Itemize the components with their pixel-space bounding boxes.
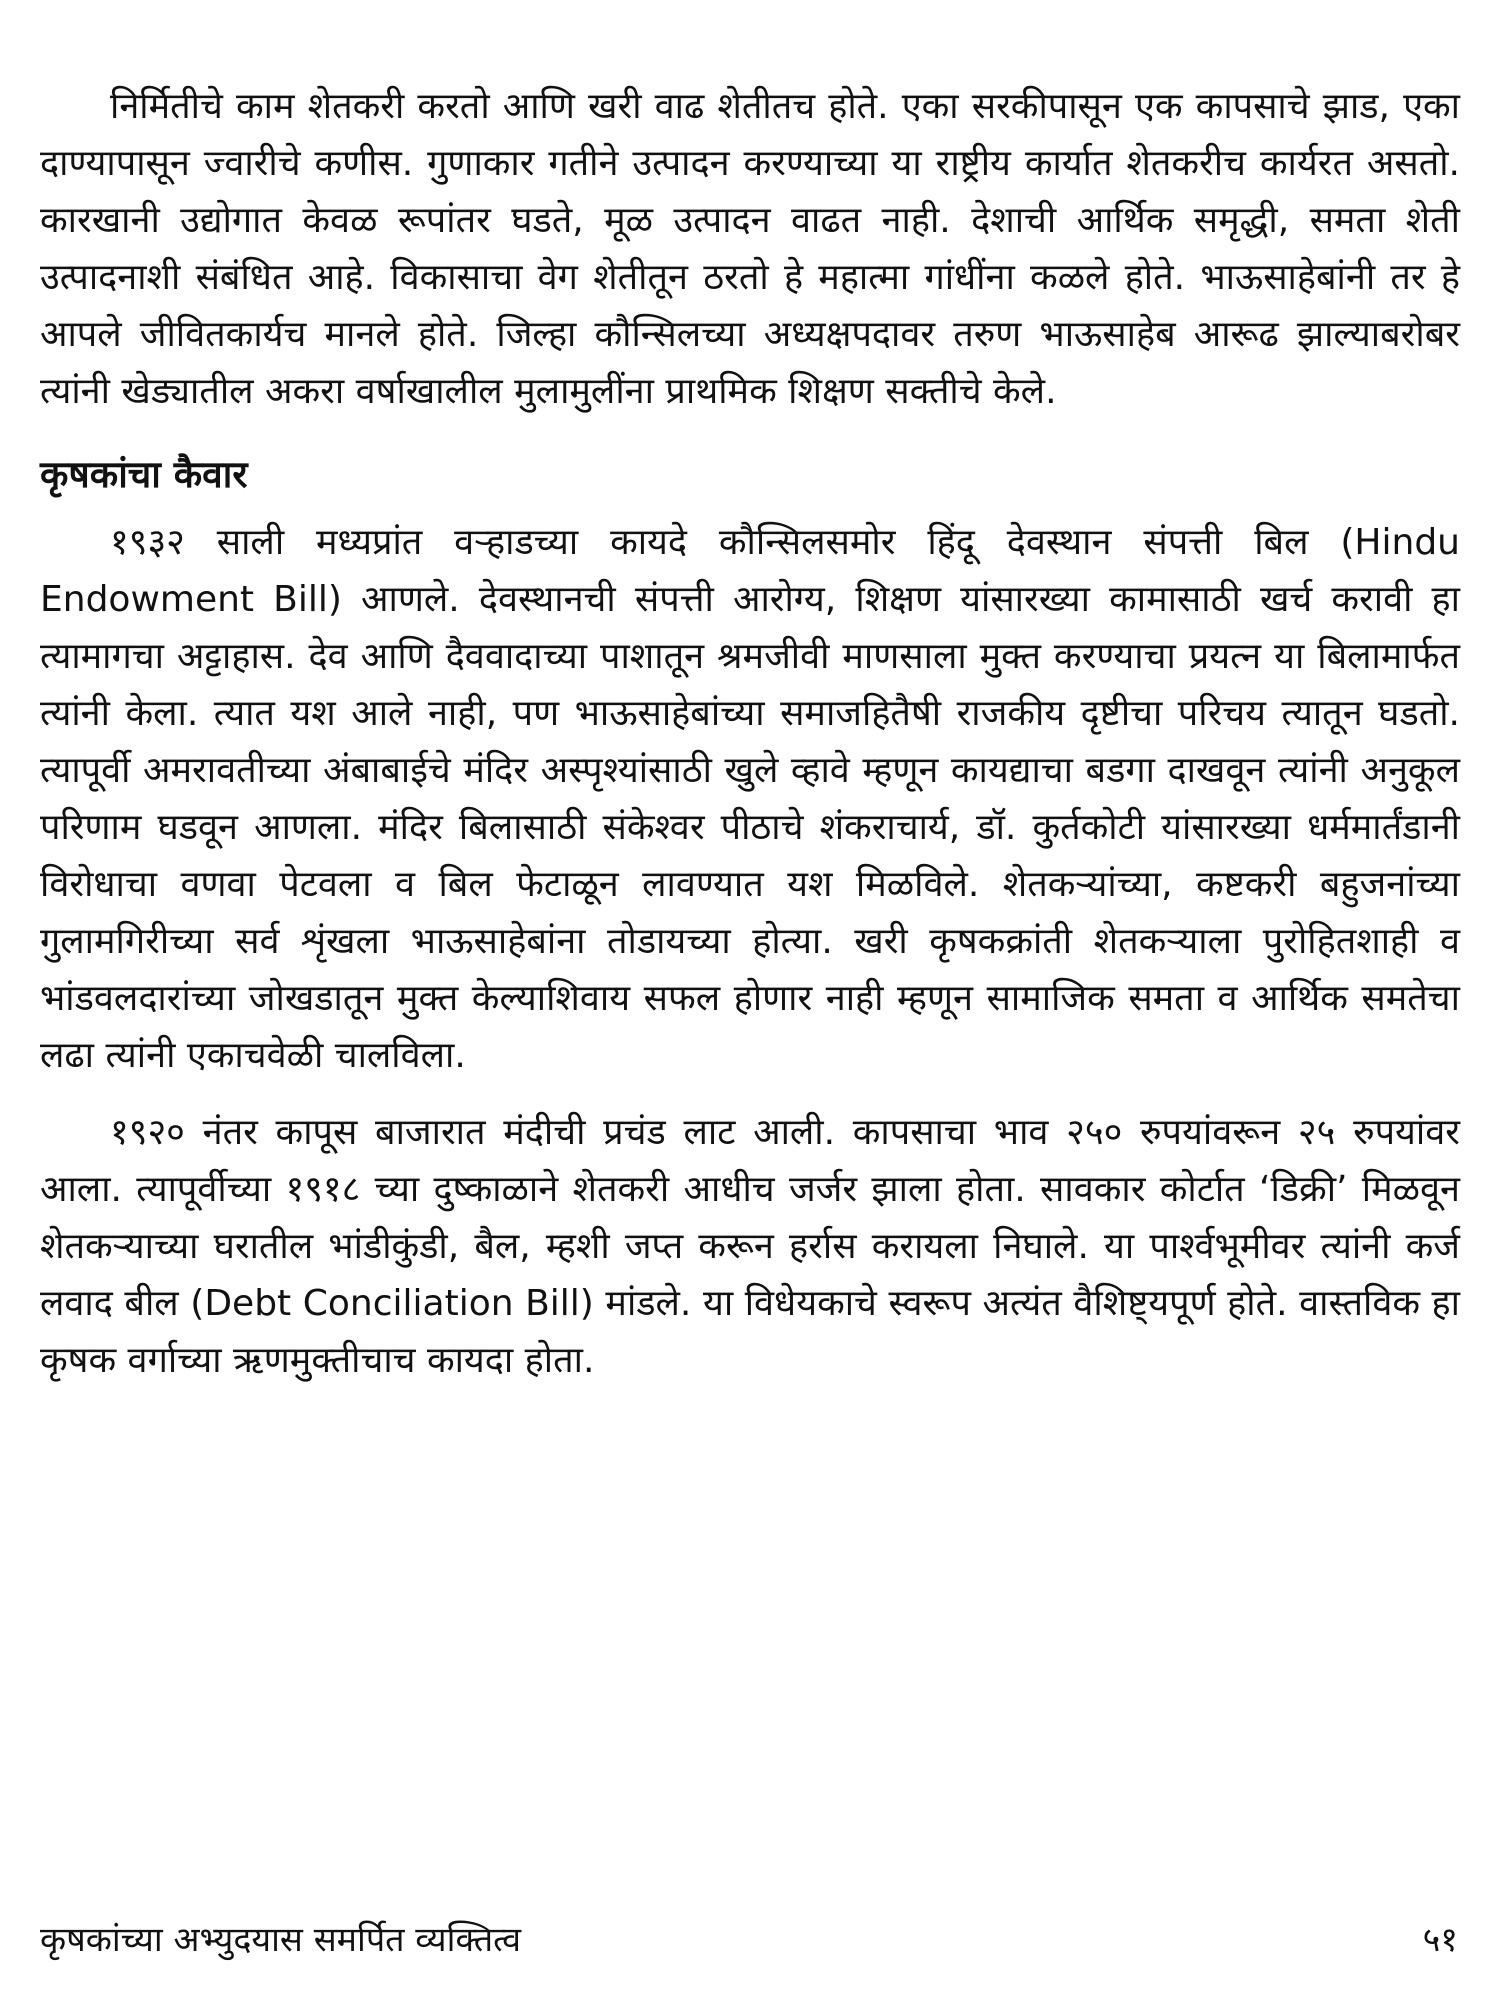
page-footer bbox=[40, 1918, 1458, 1962]
running-footer-title: कृषकांच्या अभ्युदयास समर्पित व्यक्तित्व bbox=[40, 1920, 521, 1960]
paragraph-debt-conciliation-bill: १९२० नंतर कापूस बाजारात मंदीची प्रचंड लाट आली. कापसाचा भाव २५० रुपयांवरून २५ रुपयांवर आला. त्यापूर्वीच्या १९१८ च्या दुष्काळाने शेतकरी आधीच जर्जर झाला होता. सावकार कोर्टात ‘डिक्री’ मिळवून शेतकऱ्याच्या घरातील भांडीकुंडी, बैल, म्हशी जप्त करून हर्रास करायला निघाले. या पार्श्वभूमीवर त्यांनी कर्ज लवाद बील (Debt Conciliation Bill) मांडले. या विधेयकाचे स्वरूप अत्यंत वैशिष्ट्यपूर्ण होते. वास्तविक हा कृषक वर्गाच्या ऋणमुक्तीचाच कायदा होता. bbox=[40, 1112, 1460, 1381]
paragraph-gap bbox=[40, 1084, 1460, 1104]
page-number: ५१ bbox=[1422, 1920, 1458, 1960]
section-heading: कृषकांचा कैवार bbox=[40, 453, 248, 496]
paragraph-hindu-endowment-bill: १९३२ साली मध्यप्रांत वऱ्हाडच्या कायदे कौन्सिलसमोर हिंदू देवस्थान संपत्ती बिल (Hindu Endowment Bill) आणले. देवस्थानची संपत्ती आरोग्य, शिक्षण यांसारख्या कामासाठी खर्च करावी हा त्यामागचा अट्टाहास. देव आणि दैववादाच्या पाशातून श्रमजीवी माणसाला मुक्त करण्याचा प्रयत्न या बिलामार्फत त्यांनी केला. त्यात यश आले नाही, पण भाऊसाहेबांच्या समाजहितैषी राजकीय दृष्टीचा परिचय त्यातून घडतो. त्यापूर्वी अमरावतीच्या अंबाबाईचे मंदिर अस्पृश्यांसाठी खुले व्हावे म्हणून कायद्याचा बडगा दाखवून त्यांनी अनुकूल परिणाम घडवून आणला. मंदिर बिलासाठी संकेश्वर पीठाचे शंकराचार्य, डॉ. कुर्तकोटी यांसारख्या धर्ममार्तंडानी विरोधाचा वणवा पेटवला व बिल फेटाळून लावण्यात यश मिळविले. शेतकऱ्यांच्या, कष्टकरी बहुजनांच्या गुलामगिरीच्या सर्व शृंखला भाऊसाहेबांना तोडायच्या होत्या. खरी कृषकक्रांती शेतकऱ्याला पुरोहितशाही व भांडवलदारांच्या जोखडातून मुक्त केल्याशिवाय सफल होणार नाही म्हणून सामाजिक समता व आर्थिक समतेचा लढा त्यांनी एकाचवेळी चालविला. bbox=[40, 522, 1460, 1076]
paragraph-continuation: निर्मितीचे काम शेतकरी करतो आणि खरी वाढ शेतीतच होते. एका सरकीपासून एक कापसाचे झाड, एका दाण्यापासून ज्वारीचे कणीस. गुणाकार गतीने उत्पादन करण्याच्या या राष्ट्रीय कार्यात शेतकरीच कार्यरत असतो. कारखानी उद्योगात केवळ रूपांतर घडते, मूळ उत्पादन वाढत नाही. देशाची आर्थिक समृद्धी, समता शेती उत्पादनाशी संबंधित आहे. विकासाचा वेग शेतीतून ठरतो हे महात्मा गांधींना कळले होते. भाऊसाहेबांनी तर हे आपले जीवितकार्यच मानले होते. जिल्हा कौन्सिलच्या अध्यक्षपदावर तरुण भाऊसाहेब आरूढ झाल्याबरोबर त्यांनी खेड्यातील अकरा वर्षाखालील मुलामुलींना प्राथमिक शिक्षण सक्तीचे केले. bbox=[40, 86, 1460, 412]
page-body bbox=[40, 78, 1460, 1389]
